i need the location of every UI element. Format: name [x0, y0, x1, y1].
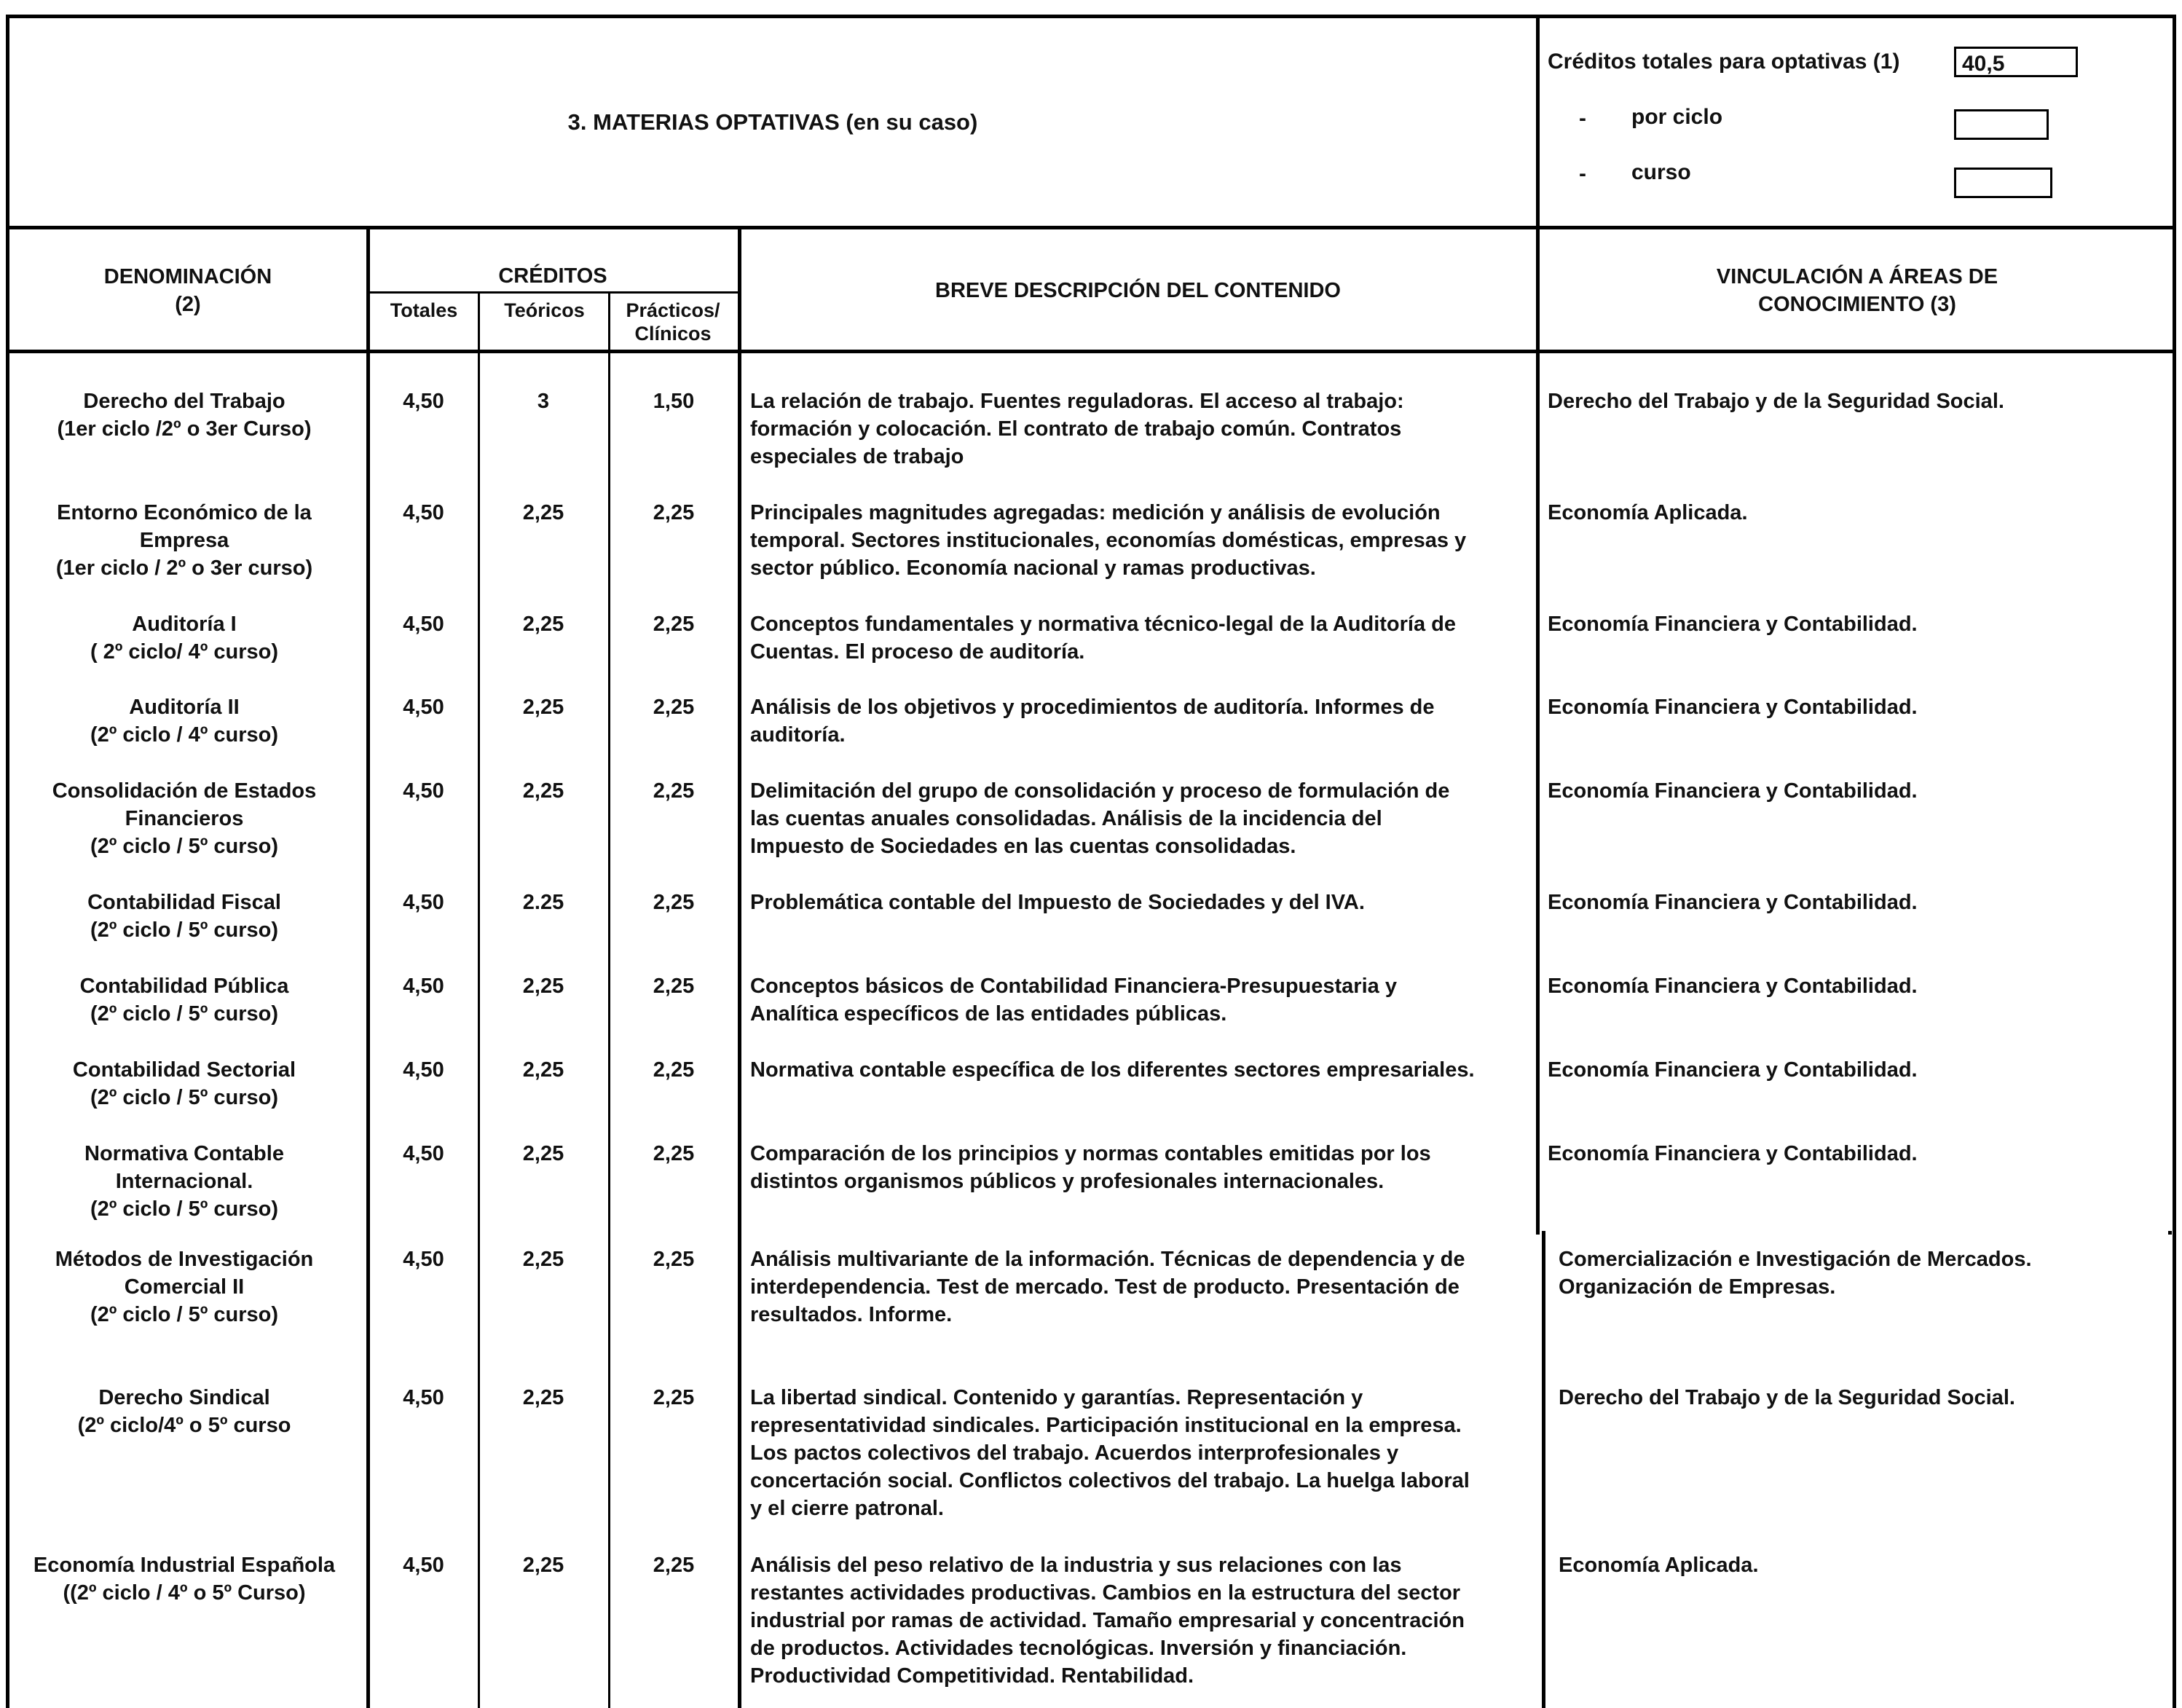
subject-description — [750, 777, 1515, 860]
credits-teoricos: 2,25 — [522, 779, 564, 803]
subject-name — [13, 777, 355, 860]
subject-name — [13, 1056, 355, 1111]
subject-name-line: Financieros — [125, 807, 244, 830]
practicos-line-2: Clínicos — [634, 323, 712, 345]
subject-name-line: (2º ciclo / 5º curso) — [90, 1086, 279, 1109]
knowledge-area-line: Derecho del Trabajo y de la Seguridad Social. — [1548, 390, 2004, 413]
subject-name-line: Contabilidad Pública — [79, 975, 289, 998]
knowledge-area-line: Economía Financiera y Contabilidad. — [1548, 779, 1918, 803]
credits-teoricos: 2,25 — [522, 1058, 564, 1082]
credits-practicos: 2,25 — [653, 975, 695, 998]
credits-practicos: 2,25 — [653, 1554, 695, 1577]
credits-totales: 4,50 — [403, 1058, 444, 1082]
credits-practicos: 2,25 — [653, 891, 695, 914]
knowledge-area-line: Economía Aplicada. — [1548, 501, 1748, 524]
knowledge-area-line: Economía Financiera y Contabilidad. — [1548, 975, 1918, 998]
subject-name-line: (1er ciclo /2º o 3er Curso) — [57, 417, 312, 441]
subject-description-line: Productividad Competitividad. Rentabilidad. — [750, 1664, 1194, 1688]
subject-name-line: Entorno Económico de la — [57, 501, 312, 524]
subject-description-line: La libertad sindical. Contenido y garantías. Representación y — [750, 1386, 1363, 1409]
per-cycle-dash: - — [1579, 106, 1586, 130]
col-header-creditos — [368, 259, 738, 295]
knowledge-area — [1559, 1384, 2163, 1412]
credits-practicos: 2,25 — [653, 1142, 695, 1165]
credits-teoricos: 2,25 — [522, 1386, 564, 1409]
knowledge-area-line: Comercialización e Investigación de Mercados. — [1559, 1248, 2032, 1271]
credits-totales: 4,50 — [403, 1386, 444, 1409]
divider-totales-teoricos — [478, 291, 480, 1708]
column-header-bottom-rule — [6, 350, 2176, 353]
subject-description-line: Conceptos básicos de Contabilidad Financiera-Presupuestaria y — [750, 975, 1397, 998]
subject-name — [13, 889, 355, 944]
per-cycle-label: por ciclo — [1631, 105, 1723, 129]
subject-description-line: Análisis del peso relativo de la industria y sus relaciones con las — [750, 1554, 1402, 1577]
credits-teoricos: 2,25 — [522, 613, 564, 636]
subject-description-line: Principales magnitudes agregadas: medición y análisis de evolución — [750, 501, 1441, 524]
practicos-line-1: Prácticos/ — [626, 299, 720, 321]
subject-description-line: Delimitación del grupo de consolidación y proceso de formulación de — [750, 779, 1450, 803]
subject-description — [750, 889, 1515, 916]
subject-description-line: auditoría. — [750, 723, 846, 747]
descripcion-label: BREVE DESCRIPCIÓN DEL CONTENIDO — [935, 279, 1341, 303]
subject-description-line: distintos organismos públicos y profesionales internacionales. — [750, 1170, 1385, 1193]
per-course-field — [1954, 168, 2052, 198]
knowledge-area-line: Organización de Empresas. — [1559, 1275, 1836, 1299]
subject-description-line: de productos. Actividades tecnológicas. Inversión y financiación. — [750, 1637, 1407, 1660]
subject-name-line: Comercial II — [124, 1275, 245, 1299]
knowledge-area — [1559, 1551, 2163, 1579]
divider-desc-area — [1536, 229, 1540, 1235]
subject-description-line: La relación de trabajo. Fuentes reguladoras. El acceso al trabajo: — [750, 390, 1404, 413]
knowledge-area-line: Economía Financiera y Contabilidad. — [1548, 613, 1918, 636]
subject-description-line: y el cierre patronal. — [750, 1497, 944, 1520]
knowledge-area-line: Economía Financiera y Contabilidad. — [1548, 696, 1918, 719]
subject-name-line: Derecho Sindical — [98, 1386, 270, 1409]
divider-practicos-desc — [738, 229, 741, 1708]
subject-name-line: (2º ciclo / 5º curso) — [90, 1002, 279, 1026]
subject-description — [750, 499, 1515, 582]
subject-name-line: Consolidación de Estados — [52, 779, 317, 803]
subject-description-line: resultados. Informe. — [750, 1303, 953, 1326]
col-header-totales: Totales — [390, 299, 458, 321]
credits-totales: 4,50 — [403, 975, 444, 998]
subject-name — [13, 1140, 355, 1223]
subject-name — [13, 972, 355, 1028]
subject-name-line: Internacional. — [115, 1170, 253, 1193]
subject-name — [13, 693, 355, 749]
subject-name-line: Derecho del Trabajo — [83, 390, 285, 413]
credits-practicos: 2,25 — [653, 696, 695, 719]
subject-name-line: (1er ciclo / 2º o 3er curso) — [55, 556, 313, 580]
divider-desc-area-lower — [1542, 1231, 1545, 1708]
credits-totales: 4,50 — [403, 1142, 444, 1165]
credits-teoricos: 2,25 — [522, 1142, 564, 1165]
credits-teoricos: 2,25 — [522, 501, 564, 524]
credits-teoricos: 2,25 — [522, 975, 564, 998]
subject-description — [750, 972, 1515, 1028]
per-course-label: curso — [1631, 160, 1691, 184]
knowledge-area — [1548, 777, 2152, 805]
credits-totales: 4,50 — [403, 1554, 444, 1577]
subject-description-line: restantes actividades productivas. Cambios en la estructura del sector — [750, 1581, 1461, 1605]
knowledge-area — [1548, 387, 2152, 415]
per-course-dash: - — [1579, 162, 1586, 186]
knowledge-area-line: Economía Financiera y Contabilidad. — [1548, 1058, 1918, 1082]
subject-description-line: sector público. Economía nacional y ramas productivas. — [750, 556, 1316, 580]
subject-description-line: concertación social. Conflictos colectivos del trabajo. La huelga laboral — [750, 1469, 1470, 1492]
subject-description — [750, 610, 1515, 666]
knowledge-area-line: Economía Aplicada. — [1559, 1554, 1759, 1577]
header-divider — [1536, 15, 1540, 229]
knowledge-area-line: Economía Financiera y Contabilidad. — [1548, 891, 1918, 914]
credits-practicos: 2,25 — [653, 501, 695, 524]
subject-description — [750, 387, 1515, 471]
subject-name-line: Métodos de Investigación — [55, 1248, 314, 1271]
subject-name — [13, 1551, 355, 1607]
vinculacion-line-1: VINCULACIÓN A ÁREAS DE — [1716, 265, 1998, 289]
credits-practicos: 2,25 — [653, 1386, 695, 1409]
knowledge-area — [1548, 889, 2152, 916]
header-bottom-rule — [6, 226, 2176, 229]
subject-name-line: Auditoría II — [129, 696, 240, 719]
subject-description-line: especiales de trabajo — [750, 445, 964, 468]
right-edge-break — [2168, 1231, 2172, 1235]
credits-totales: 4,50 — [403, 390, 444, 413]
subject-description-line: representatividad sindicales. Participación institucional en la empresa. — [750, 1414, 1462, 1437]
credits-teoricos: 3 — [537, 390, 550, 413]
subject-name-line: (2º ciclo / 5º curso) — [90, 918, 279, 942]
credits-practicos: 1,50 — [653, 390, 695, 413]
subject-name — [13, 1384, 355, 1439]
knowledge-area-line: Derecho del Trabajo y de la Seguridad Social. — [1559, 1386, 2015, 1409]
credits-totales: 4,50 — [403, 501, 444, 524]
subject-description — [750, 693, 1515, 749]
subject-description-line: Cuentas. El proceso de auditoría. — [750, 640, 1085, 664]
subject-name — [13, 1245, 355, 1329]
credits-totales: 4,50 — [403, 696, 444, 719]
per-cycle-field — [1954, 109, 2049, 140]
subject-description-line: Problemática contable del Impuesto de Sociedades y del IVA. — [750, 891, 1365, 914]
subject-description-line: Normativa contable específica de los diferentes sectores empresariales. — [750, 1058, 1475, 1082]
col-header-denominacion — [9, 233, 366, 350]
subject-description — [750, 1551, 1515, 1690]
subject-name — [13, 387, 355, 443]
subject-description — [750, 1056, 1515, 1084]
credits-teoricos: 2,25 — [522, 1248, 564, 1271]
vinculacion-line-2: CONOCIMIENTO (3) — [1758, 293, 1956, 316]
subject-description — [750, 1245, 1515, 1329]
subject-name-line: Normativa Contable — [84, 1142, 284, 1165]
credits-totales: 4,50 — [403, 613, 444, 636]
subject-name-line: ( 2º ciclo/ 4º curso) — [90, 640, 279, 664]
knowledge-area — [1548, 1140, 2152, 1168]
divider-name-totales — [366, 229, 370, 1708]
subject-name-line: Empresa — [139, 529, 229, 552]
subject-description-line: Análisis multivariante de la información. Técnicas de dependencia y de — [750, 1248, 1465, 1271]
knowledge-area — [1548, 610, 2152, 638]
credits-totales: 4,50 — [403, 1248, 444, 1271]
knowledge-area — [1548, 499, 2152, 527]
subject-name-line: ((2º ciclo / 4º o 5º Curso) — [63, 1581, 306, 1605]
credits-totales: 4,50 — [403, 891, 444, 914]
subject-description-line: Analítica específicos de las entidades públicas. — [750, 1002, 1227, 1026]
subject-description-line: industrial por ramas de actividad. Tamaño empresarial y concentración — [750, 1609, 1465, 1632]
subject-description-line: las cuentas anuales consolidadas. Análisis de la incidencia del — [750, 807, 1382, 830]
subject-description-line: formación y colocación. El contrato de trabajo común. Contratos — [750, 417, 1402, 441]
col-header-descripcion — [743, 233, 1533, 350]
right-edge-lower — [2173, 1231, 2176, 1708]
subject-description — [750, 1384, 1515, 1522]
subject-name-line: (2º ciclo / 5º curso) — [90, 1197, 279, 1221]
creditos-underline — [368, 291, 738, 294]
col-header-vinculacion — [1540, 233, 2174, 350]
subject-description-line: Los pactos colectivos del trabajo. Acuerdos interprofesionales y — [750, 1441, 1399, 1465]
subject-description-line: Comparación de los principios y normas contables emitidas por los — [750, 1142, 1431, 1165]
credits-practicos: 2,25 — [653, 779, 695, 803]
subject-name — [13, 499, 355, 582]
subject-name-line: Economía Industrial Española — [33, 1554, 336, 1577]
subject-description-line: Análisis de los objetivos y procedimientos de auditoría. Informes de — [750, 696, 1435, 719]
subject-description — [750, 1140, 1515, 1195]
knowledge-area — [1559, 1245, 2163, 1301]
subject-description-line: interdependencia. Test de mercado. Test de producto. Presentación de — [750, 1275, 1460, 1299]
credits-practicos: 2,25 — [653, 1058, 695, 1082]
denominacion-note: (2) — [175, 293, 201, 316]
divider-teoricos-practicos — [608, 291, 610, 1708]
credits-teoricos: 2,25 — [522, 1554, 564, 1577]
subject-name-line: (2º ciclo / 4º curso) — [90, 723, 279, 747]
knowledge-area — [1548, 693, 2152, 721]
knowledge-area — [1548, 972, 2152, 1000]
creditos-label: CRÉDITOS — [498, 264, 607, 288]
credits-teoricos: 2,25 — [522, 696, 564, 719]
credits-total-label: Créditos totales para optativas (1) — [1548, 50, 1900, 74]
subject-description-line: Impuesto de Sociedades en las cuentas consolidadas. — [750, 835, 1296, 858]
credits-teoricos: 2.25 — [522, 891, 564, 914]
col-header-teoricos: Teóricos — [504, 299, 585, 321]
subject-description-line: temporal. Sectores institucionales, economías domésticas, empresas y — [750, 529, 1467, 552]
credits-practicos: 2,25 — [653, 613, 695, 636]
subject-name-line: (2º ciclo / 5º curso) — [90, 835, 279, 858]
credits-totales: 4,50 — [403, 779, 444, 803]
subject-name-line: Auditoría I — [132, 613, 237, 636]
knowledge-area — [1548, 1056, 2152, 1084]
subject-name-line: (2º ciclo/4º o 5º curso — [77, 1414, 291, 1437]
denominacion-label: DENOMINACIÓN — [103, 265, 272, 289]
subject-name-line: Contabilidad Sectorial — [72, 1058, 296, 1082]
section-title: 3. MATERIAS OPTATIVAS (en su caso) — [567, 109, 978, 135]
subject-name — [13, 610, 355, 666]
knowledge-area-line: Economía Financiera y Contabilidad. — [1548, 1142, 1918, 1165]
credits-practicos: 2,25 — [653, 1248, 695, 1271]
subject-name-line: Contabilidad Fiscal — [87, 891, 281, 914]
subject-name-line: (2º ciclo / 5º curso) — [90, 1303, 279, 1326]
credits-total-field: 40,5 — [1954, 47, 2078, 77]
subject-description-line: Conceptos fundamentales y normativa técnico-legal de la Auditoría de — [750, 613, 1457, 636]
col-header-practicos — [610, 299, 736, 346]
